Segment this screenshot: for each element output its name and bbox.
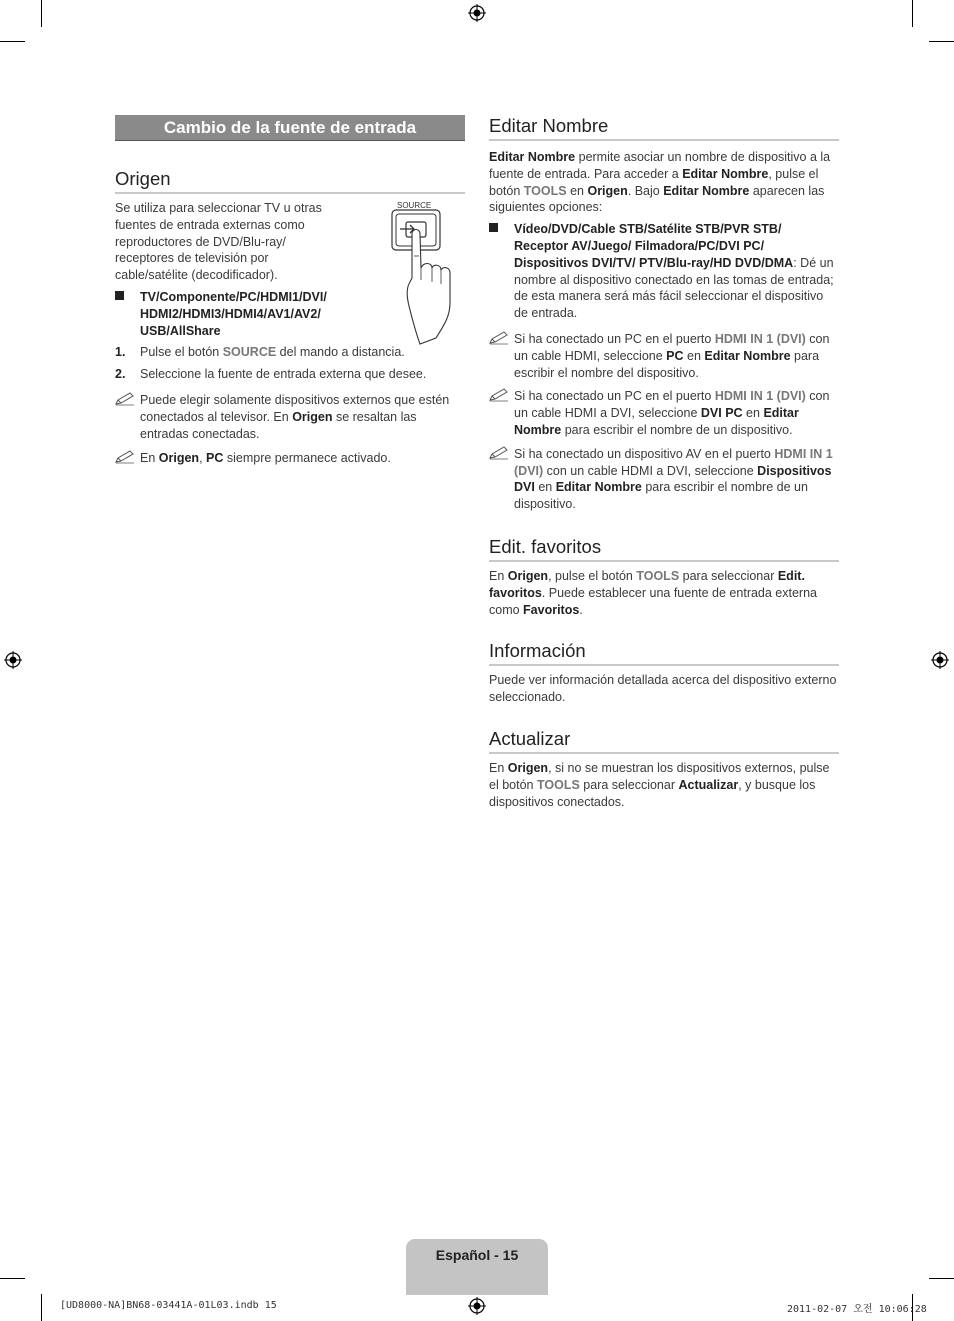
origen-intro: Se utiliza para seleccionar TV u otras fuentes de entrada externas como reproductores de DVD/Blu-ray/ receptores de televisión por cable/satélite (decodificador).: [115, 201, 322, 283]
section-heading-edit-favoritos: Edit. favoritos: [489, 536, 839, 562]
crop-mark: [41, 0, 42, 27]
step-number: 2.: [115, 367, 126, 382]
source-key: SOURCE: [222, 345, 277, 360]
source-list-text: TV/Componente/PC/HDMI1/DVI/ HDMI2/HDMI3/HDMI4/AV1/AV2/ USB/AllShare: [140, 289, 327, 338]
crop-mark: [0, 1278, 25, 1279]
step-1: 1. Pulse el botón SOURCE del mando a distancia.: [115, 345, 405, 360]
note-pencil-icon: [115, 450, 135, 464]
device-types-bullet: Vídeo/DVD/Cable STB/Satélite STB/PVR STB/ Receptor AV/Juego/ Filmadora/PC/DVI PC/ Dispositivos DVI/TV/ PTV/Blu-ray/HD DVD/DMA: Dé un nombre al dispositivo conectado en las tomas de entrada; de esta manera será más fácil seleccionar el dispositivo de entrada.: [489, 221, 839, 322]
registration-mark-icon: [468, 1297, 486, 1315]
page-number: Español - 15: [435, 1247, 519, 1263]
section-heading-origen: Origen: [115, 168, 465, 194]
actualizar-text: En Origen, si no se muestran los dispositivos externos, pulse el botón TOOLS para seleccionar Actualizar, y busque los dispositivos conectados.: [489, 760, 830, 809]
note-pc-active: En Origen, PC siempre permanece activado.: [115, 450, 465, 467]
page-number-tab: [406, 1239, 548, 1295]
crop-mark: [929, 41, 954, 42]
section-heading-editar-nombre: Editar Nombre: [489, 115, 839, 141]
note-pencil-icon: [489, 388, 509, 402]
note-pc-hdmi-dvi: Si ha conectado un PC en el puerto HDMI IN 1 (DVI) con un cable HDMI a DVI, seleccione DVI PC en Editar Nombre para escribir el nombre de un dispositivo.: [489, 388, 839, 438]
print-timestamp: 2011-02-07 오전 10:06:28: [787, 1304, 927, 1315]
section-heading-informacion: Información: [489, 640, 839, 666]
chapter-title: Cambio de la fuente de entrada: [115, 115, 465, 141]
bullet-square-icon: [115, 291, 124, 300]
note-connected-devices: Puede elegir solamente dispositivos externos que estén conectados al televisor. En Origen se resaltan las entradas conectadas.: [115, 392, 465, 442]
crop-mark: [929, 1278, 954, 1279]
note-pencil-icon: [489, 331, 509, 345]
registration-mark-icon: [4, 651, 22, 669]
note-pencil-icon: [489, 446, 509, 460]
file-info: [UD8000-NA]BN68-03441A-01L03.indb 15: [60, 1300, 277, 1311]
bullet-square-icon: [489, 223, 498, 232]
crop-mark: [0, 41, 25, 42]
editar-nombre-intro: Editar Nombre permite asociar un nombre de dispositivo a la fuente de entrada. Para acceder a Editar Nombre, pulse el botón TOOLS en Origen. Bajo Editar Nombre aparecen las siguientes opciones:: [489, 150, 831, 215]
step-number: 1.: [115, 345, 126, 360]
section-heading-actualizar: Actualizar: [489, 728, 839, 754]
note-pencil-icon: [115, 392, 135, 406]
left-column: [115, 115, 465, 467]
source-list-bullet: [115, 289, 375, 339]
edit-favoritos-text: En Origen, pulse el botón TOOLS para seleccionar Edit. favoritos. Puede establecer una fuente de entrada externa como Favoritos.: [489, 568, 817, 617]
crop-mark: [41, 1294, 42, 1321]
note-av-hdmi-dvi: Si ha conectado un dispositivo AV en el puerto HDMI IN 1 (DVI) con un cable HDMI a DVI, seleccione Dispositivos DVI en Editar Nombre para escribir el nombre de un dispositivo.: [489, 446, 839, 513]
remote-source-illustration: [390, 198, 470, 348]
crop-mark: [912, 0, 913, 27]
registration-mark-icon: [468, 4, 486, 22]
registration-mark-icon: [931, 651, 949, 669]
informacion-text: Puede ver información detallada acerca del dispositivo externo seleccionado.: [489, 673, 837, 705]
source-button-label: SOURCE: [397, 201, 432, 210]
step-2: 2. Seleccione la fuente de entrada externa que desee.: [115, 367, 427, 382]
hand-press-source-icon: [390, 198, 470, 348]
note-pc-hdmi: Si ha conectado un PC en el puerto HDMI IN 1 (DVI) con un cable HDMI, seleccione PC en Editar Nombre para escribir el nombre del dispositivo.: [489, 331, 839, 381]
right-column: [489, 115, 839, 810]
